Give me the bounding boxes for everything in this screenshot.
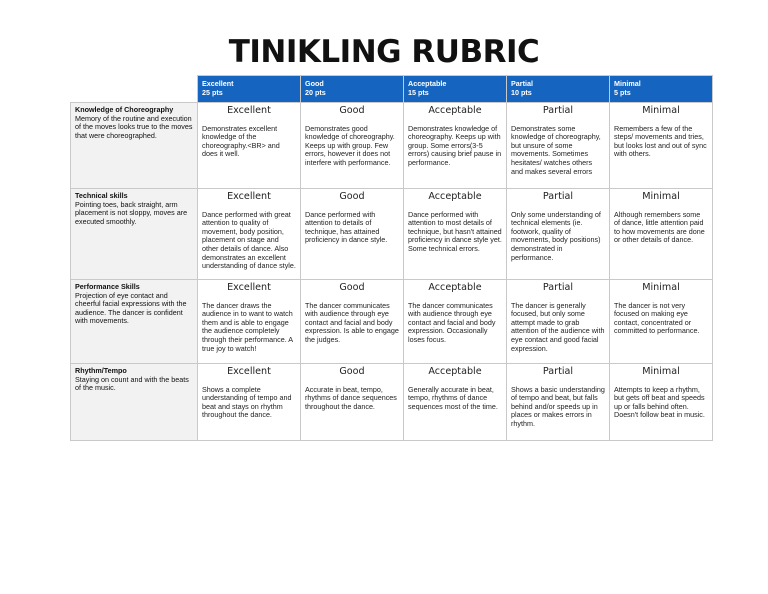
cell-text: Demonstrates good knowledge of choreography. Keeps up with group. Few errors, however it does not interfere with performance. xyxy=(305,123,395,167)
cell-level: Minimal xyxy=(642,105,680,116)
criterion-cell xyxy=(71,103,198,189)
header-points: 5 pts xyxy=(614,88,631,97)
table-row xyxy=(71,364,713,441)
rubric-cell xyxy=(610,103,713,189)
header-row xyxy=(71,76,713,103)
cell-level: Minimal xyxy=(642,282,680,293)
cell-level: Partial xyxy=(542,105,574,116)
criterion-description: Pointing toes, back straight, arm placement is not sloppy, moves are executed smoothly. xyxy=(75,199,188,226)
header-points: 25 pts xyxy=(202,88,223,97)
cell-level: Good xyxy=(339,366,365,377)
criterion-title: Performance Skills xyxy=(75,282,140,291)
cell-text: The dancer draws the audience in to want to watch them and is able to engage the audience completely through their performance. A true joy to watch! xyxy=(202,300,293,353)
cell-level: Good xyxy=(339,105,365,116)
criterion-description: Memory of the routine and execution of the moves looks true to the moves that were choreographed. xyxy=(75,113,193,140)
page-title: TINIKLING RUBRIC xyxy=(228,34,540,70)
cell-text: Demonstrates excellent knowledge of the choreography.<BR> and does it well. xyxy=(202,123,280,159)
cell-level: Minimal xyxy=(642,366,680,377)
cell-text: Shows a complete understanding of tempo and beat and stays on rhythm throughout the dance. xyxy=(202,384,292,420)
cell-level: Partial xyxy=(542,366,574,377)
cell-level: Excellent xyxy=(227,366,271,377)
rubric-cell xyxy=(610,364,713,441)
header-level: Acceptable xyxy=(408,79,447,88)
cell-level: Acceptable xyxy=(428,105,482,116)
criterion-title: Technical skills xyxy=(75,191,128,200)
rubric-cell xyxy=(198,189,301,280)
rubric-cell xyxy=(198,364,301,441)
header-level: Minimal xyxy=(614,79,641,88)
header-level: Excellent xyxy=(202,79,234,88)
rubric-cell xyxy=(301,189,404,280)
cell-text: Demonstrates knowledge of choreography. Keeps up with group. Some errors(3-5 errors) causing brief pause in performance. xyxy=(408,123,502,167)
criterion-title: Knowledge of Choreography xyxy=(75,105,174,114)
cell-text: Attempts to keep a rhythm, but gets off beat and speeds up or falls behind often. Doesn't follow beat in music. xyxy=(614,384,705,420)
header-cell xyxy=(198,76,301,103)
header-cell xyxy=(507,76,610,103)
cell-text: Although remembers some of dance, little attention paid to how movements are done or other details of dance. xyxy=(614,209,705,245)
rubric-cell xyxy=(507,103,610,189)
cell-text: Shows a basic understanding of tempo and beat, but falls behind and/or speeds up in places or makes errors in rhythm. xyxy=(511,384,605,428)
header-level: Good xyxy=(305,79,324,88)
rubric-cell xyxy=(198,103,301,189)
table-row xyxy=(71,103,713,189)
cell-text: The dancer communicates with audience through eye contact and facial and body expression. Is able to engage the judges. xyxy=(305,300,399,344)
rubric-cell xyxy=(404,280,507,364)
cell-level: Partial xyxy=(542,191,574,202)
table-row xyxy=(71,189,713,280)
cell-level: Partial xyxy=(542,282,574,293)
table-row xyxy=(71,280,713,364)
rubric-cell xyxy=(507,364,610,441)
header-points: 15 pts xyxy=(408,88,429,97)
cell-level: Good xyxy=(339,282,365,293)
rubric-cell xyxy=(301,280,404,364)
rubric-cell xyxy=(610,189,713,280)
header-cell xyxy=(610,76,713,103)
rubric-cell xyxy=(404,364,507,441)
cell-text: Demonstrates some knowledge of choreography, but unsure of some movements. Sometimes hesitates/ watches others and makes several errors xyxy=(511,123,601,176)
cell-level: Acceptable xyxy=(428,282,482,293)
cell-text: The dancer is generally focused, but only some attempt made to grab attention of the audience with eye contact and good facial expression. xyxy=(511,300,605,353)
criterion-title: Rhythm/Tempo xyxy=(75,366,127,375)
cell-text: Only some understanding of technical elements (ie. footwork, quality of movements, body positions) demonstrated in performance. xyxy=(511,209,601,262)
rubric-cell xyxy=(610,280,713,364)
cell-text: Remembers a few of the steps/ movements and tries, but looks lost and out of sync with others. xyxy=(614,123,707,159)
cell-text: Generally accurate in beat, tempo, rhythms of dance sequences most of the time. xyxy=(408,384,498,411)
rubric-cell xyxy=(404,189,507,280)
rubric-cell xyxy=(198,280,301,364)
rubric-cell xyxy=(404,103,507,189)
cell-level: Acceptable xyxy=(428,366,482,377)
cell-level: Minimal xyxy=(642,191,680,202)
cell-level: Excellent xyxy=(227,282,271,293)
criterion-description: Staying on count and with the beats of the music. xyxy=(75,374,189,393)
header-corner xyxy=(71,76,198,103)
header-level: Partial xyxy=(511,79,533,88)
header-points: 20 pts xyxy=(305,88,326,97)
cell-level: Good xyxy=(339,191,365,202)
rubric-cell xyxy=(301,364,404,441)
cell-level: Acceptable xyxy=(428,191,482,202)
header-points: 10 pts xyxy=(511,88,532,97)
cell-text: Dance performed with attention to details of technique, has attained proficiency in dance style. xyxy=(305,209,388,245)
cell-text: Accurate in beat, tempo, rhythms of dance sequences throughout the dance. xyxy=(305,384,397,411)
cell-text: Dance performed with attention to most details of technique, but hasn't attained proficiency in dance style yet. Some technical errors. xyxy=(408,209,502,253)
criterion-cell xyxy=(71,189,198,280)
criterion-cell xyxy=(71,280,198,364)
criterion-description: Projection of eye contact and cheerful facial expressions with the audience. The dancer is confident with movements. xyxy=(75,290,187,326)
criterion-cell xyxy=(71,364,198,441)
cell-text: Dance performed with great attention to quality of movement, body position, placement on stage and other details of dance. Also demonstrates an excellent understanding of dance style. xyxy=(202,209,296,271)
header-cell xyxy=(404,76,507,103)
rubric-table xyxy=(70,75,713,441)
cell-level: Excellent xyxy=(227,191,271,202)
rubric-cell xyxy=(507,189,610,280)
rubric-cell xyxy=(507,280,610,364)
cell-level: Excellent xyxy=(227,105,271,116)
rubric-cell xyxy=(301,103,404,189)
cell-text: The dancer communicates with audience through eye contact and facial and body expression. Occasionally loses focus. xyxy=(408,300,496,344)
header-cell xyxy=(301,76,404,103)
cell-text: The dancer is not very focused on making eye contact, concentrated or committed to performance. xyxy=(614,300,700,336)
